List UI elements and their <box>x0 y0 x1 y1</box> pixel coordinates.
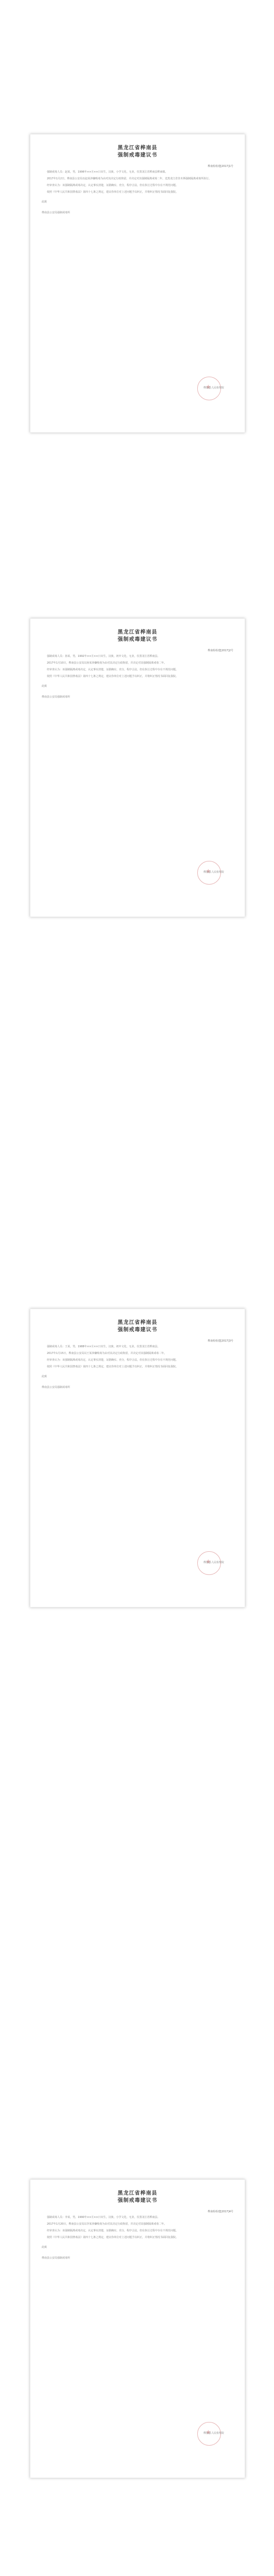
salutation: 此致 <box>42 1375 47 1378</box>
title-org: 黑龙江省桦南县 <box>117 1320 158 1326</box>
paragraph: 2017年1月15日，桦南县公安局以王某涉嫌吸毒为由对其决定行政拘留，并决定对其强制隔离戒毒二年。 <box>47 1352 167 1355</box>
document-title <box>42 145 233 159</box>
recipient: 桦南县公安局强制戒毒所 <box>42 1386 71 1389</box>
paragraph: 2017年1月20日，桦南县公安局以李某涉嫌吸毒为由对其决定行政拘留，并决定对其强制隔离戒毒二年。 <box>47 2223 167 2226</box>
signature: 桦南县人民检察院 <box>203 1561 224 1564</box>
document-page-4 <box>30 2179 245 2478</box>
document-page-1 <box>30 134 245 433</box>
paragraph: 依照《中华人民共和国禁毒法》第四十七条之规定，建议你单位对上述问题予以纠正，并将纠正情况书面回复我院。 <box>47 2236 179 2239</box>
paragraph: 依照《中华人民共和国禁毒法》第四十七条之规定，建议你单位对上述问题予以纠正，并将纠正情况书面回复我院。 <box>47 675 179 678</box>
title-kind: 强制戒毒建议书 <box>117 637 158 642</box>
paragraph: 依照《中华人民共和国禁毒法》第四十七条之规定，建议你单位对上述问题予以纠正，并将纠正情况书面回复我院。 <box>47 191 179 194</box>
document-title <box>42 2190 233 2205</box>
title-kind: 强制戒毒建议书 <box>117 152 158 158</box>
salutation: 此致 <box>42 200 47 204</box>
document-page-3 <box>30 1309 245 1607</box>
recipient: 桦南县公安局强制戒毒所 <box>42 2257 71 2260</box>
paragraph: 强制戒毒人员：王某，男，1988年××月××日出生，汉族，初中文化，无业，住黑龙江省桦南县。 <box>47 1345 160 1348</box>
title-org: 黑龙江省桦南县 <box>117 630 158 635</box>
paragraph: 强制戒毒人员：李某，男，1990年××月××日出生，汉族，小学文化，无业，住黑龙江省桦南县。 <box>47 2216 160 2219</box>
paragraph: 强制戒毒人员：孙某，男，1992年××月××日出生，汉族，初中文化，无业，住黑龙江省桦南县。 <box>47 655 160 658</box>
document-number: 桦南检检建[2017]1号 <box>208 165 233 168</box>
title-org: 黑龙江省桦南县 <box>117 145 158 151</box>
document-page-2 <box>30 618 245 917</box>
document-number: 桦南检检建[2017]3号 <box>208 1340 233 1343</box>
document-title <box>42 1319 233 1334</box>
paragraph: 2017年1月10日，桦南县公安局以孙某涉嫌吸毒为由对其决定行政拘留，并决定对其强制隔离戒毒二年。 <box>47 662 167 665</box>
salutation: 此致 <box>42 2246 47 2249</box>
signature: 桦南县人民检察院 <box>203 871 224 874</box>
paragraph: 经审查认为：该强制隔离戒毒决定，认定事实清楚，证据确实、充分，程序合法，但在执行过程中存在不规范问题。 <box>47 2229 179 2232</box>
title-kind: 强制戒毒建议书 <box>117 1327 158 1333</box>
paragraph: 经审查认为：该强制隔离戒毒决定，认定事实清楚，证据确实、充分，程序合法，但在执行过程中存在不规范问题。 <box>47 668 179 671</box>
paragraph: 依照《中华人民共和国禁毒法》第四十七条之规定，建议你单位对上述问题予以纠正，并将纠正情况书面回复我院。 <box>47 1365 179 1368</box>
title-org: 黑龙江省桦南县 <box>117 2191 158 2196</box>
paragraph: 强制戒毒人员：赵某，男，1996年××月××日出生，汉族，小学文化，无业，住黑龙江省桦南县桦南镇。 <box>47 171 168 174</box>
signature: 桦南县人民检察院 <box>203 386 224 389</box>
document-title <box>42 629 233 643</box>
title-kind: 强制戒毒建议书 <box>117 2198 158 2204</box>
recipient: 桦南县公安局强制戒毒所 <box>42 211 71 214</box>
document-number: 桦南检检建[2017]4号 <box>208 2210 233 2213</box>
salutation: 此致 <box>42 685 47 688</box>
document-number: 桦南检检建[2017]2号 <box>208 649 233 652</box>
paragraph: 经审查认为：该强制隔离戒毒决定，认定事实清楚，证据确实、充分，程序合法，但在执行过程中存在不规范问题。 <box>47 1359 179 1362</box>
signature: 桦南县人民检察院 <box>203 2432 224 2435</box>
paragraph: 2017年1月2日，桦南县公安局以赵某涉嫌吸毒为由对其决定行政拘留，并决定对其强制隔离戒毒二年，送黑龙江省佳木斯强制隔离戒毒所执行。 <box>47 177 212 180</box>
recipient: 桦南县公安局强制戒毒所 <box>42 696 71 699</box>
paragraph: 经审查认为：该强制隔离戒毒决定，认定事实清楚，证据确实、充分，程序合法，但在执行过程中存在不规范问题。 <box>47 184 179 187</box>
